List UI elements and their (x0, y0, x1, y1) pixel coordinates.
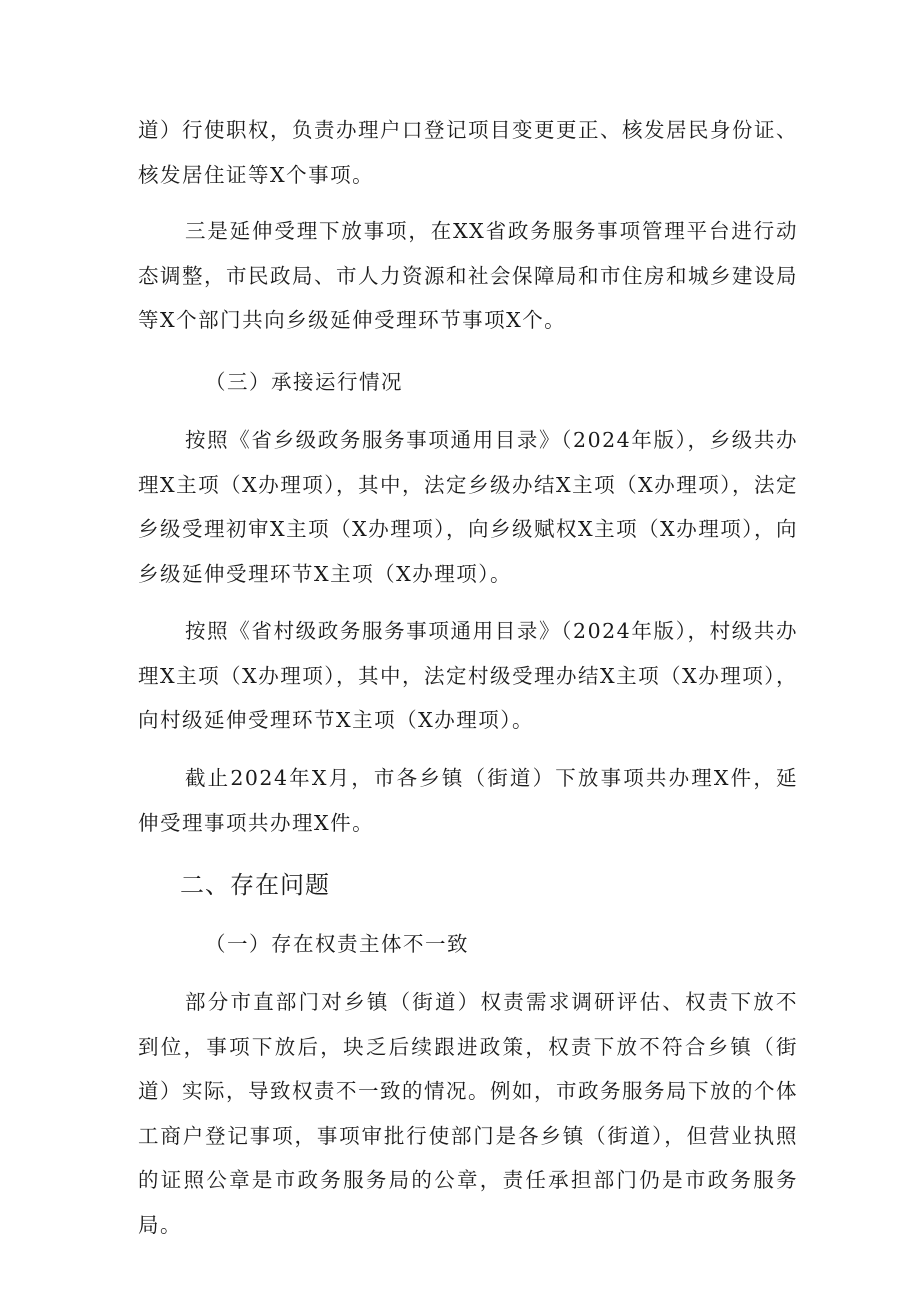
paragraph-extended-acceptance: 三是延伸受理下放事项，在XX省政务服务事项管理平台进行动态调整，市民政局、市人力资源和社会保障局和市住房和城乡建设局等X个部门共向乡级延伸受理环节事项X个。 (138, 219, 798, 332)
subheading-inconsistent-authority: （一）存在权责主体不一致 (205, 932, 469, 956)
subheading-operation-status: （三）承接运行情况 (205, 370, 403, 394)
section-heading-existing-problems: 二、存在问题 (180, 871, 330, 899)
paragraph-township-catalog: 按照《省乡级政务服务事项通用目录》（2024年版），乡级共办理X主项（X办理项），其中，法定乡级办结X主项（X办理项），法定乡级受理初审X主项（X办理项），向乡级赋权X主项（X办理项），向乡级延伸受理环节X主项（X办理项）。 (138, 428, 798, 586)
paragraph-household-registration: 道）行使职权，负责办理户口登记项目变更更正、核发居民身份证、核发居住证等X个事项。 (138, 118, 798, 187)
paragraph-problem-description: 部分市直部门对乡镇（街道）权责需求调研评估、权责下放不到位，事项下放后，块乏后续跟进政策，权责下放不符合乡镇（街道）实际，导致权责不一致的情况。例如，市政务服务局下放的个体工商户登记事项，事项审批行使部门是各乡镇（街道），但营业执照的证照公章是市政务服务局的公章，责任承担部门仍是市政务服务局。 (138, 990, 798, 1237)
paragraph-village-catalog: 按照《省村级政务服务事项通用目录》（2024年版），村级共办理X主项（X办理项），其中，法定村级受理办结X主项（X办理项），向村级延伸受理环节X主项（X办理项）。 (138, 619, 798, 732)
paragraph-handling-statistics: 截止2024年X月，市各乡镇（街道）下放事项共办理X件，延伸受理事项共办理X件。 (138, 766, 798, 835)
